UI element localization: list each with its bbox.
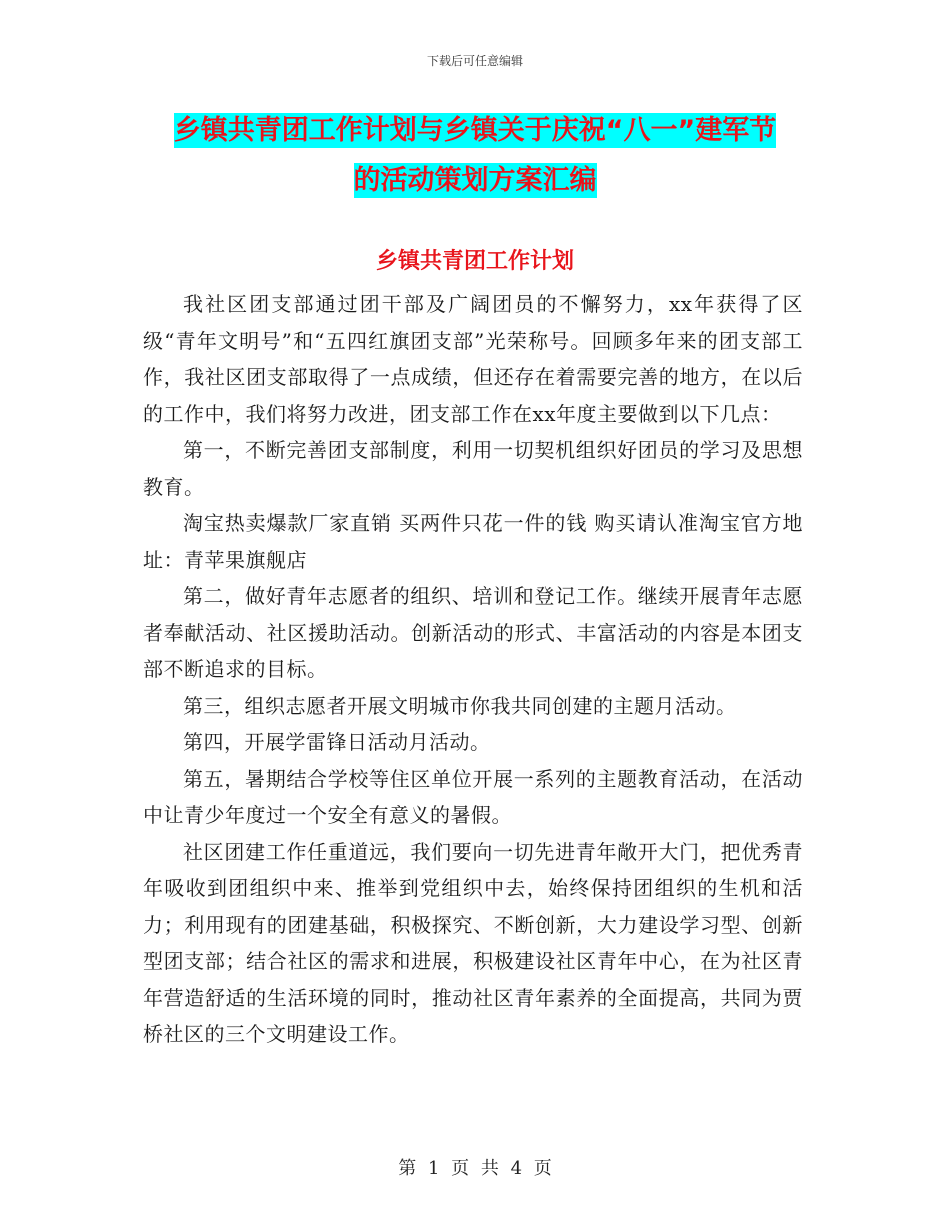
paragraph-point-5: 第五，暑期结合学校等住区单位开展一系列的主题教育活动，在活动中让青少年度过一个安全有意义的暑假。 xyxy=(143,766,803,827)
paragraph-ad: 淘宝热卖爆款厂家直销 买两件只花一件的钱 购买请认准淘宝官方地址：青苹果旗舰店 xyxy=(143,511,803,572)
header-note: 下载后可任意编辑 xyxy=(426,54,523,68)
document-title-line-1: 乡镇共青团工作计划与乡镇关于庆祝“八一”建军节 xyxy=(173,115,777,146)
paragraph-conclusion: 社区团建工作任重道远，我们要向一切先进青年敞开大门，把优秀青年吸收到团组织中来、推举到党组织中去，始终保持团组织的生机和活力；利用现有的团建基础，积极探究、不断创新，大力建设学习型、创新型团支部；结合社区的需求和进展，积极建设社区青年中心，在为社区青年营造舒适的生活环境的同时，推动社区青年素养的全面提高，共同为贾桥社区的三个文明建设工作。 xyxy=(143,839,803,1046)
body-text xyxy=(143,286,803,1053)
paragraph-point-4: 第四，开展学雷锋日活动月活动。 xyxy=(183,730,491,754)
document-title xyxy=(100,106,850,206)
page-footer: 第 1 页 共 4 页 xyxy=(398,1158,552,1179)
paragraph-point-3: 第三，组织志愿者开展文明城市你我共同创建的主题月活动。 xyxy=(183,693,737,718)
paragraph-intro: 我社区团支部通过团干部及广阔团员的不懈努力，xx年获得了区级“青年文明号”和“五四红旗团支部”光荣称号。回顾多年来的团支部工作，我社区团支部取得了一点成绩，但还存在着需要完善的地方，在以后的工作中，我们将努力改进，团支部工作在xx年度主要做到以下几点： xyxy=(143,292,803,426)
paragraph-point-1: 第一，不断完善团支部制度，利用一切契机组织好团员的学习及思想教育。 xyxy=(143,438,803,499)
section-title: 乡镇共青团工作计划 xyxy=(375,249,574,274)
paragraph-point-2: 第二，做好青年志愿者的组织、培训和登记工作。继续开展青年志愿者奉献活动、社区援助活动。创新活动的形式、丰富活动的内容是本团支部不断追求的目标。 xyxy=(143,584,803,681)
document-title-line-2: 的活动策划方案汇编 xyxy=(353,165,597,196)
